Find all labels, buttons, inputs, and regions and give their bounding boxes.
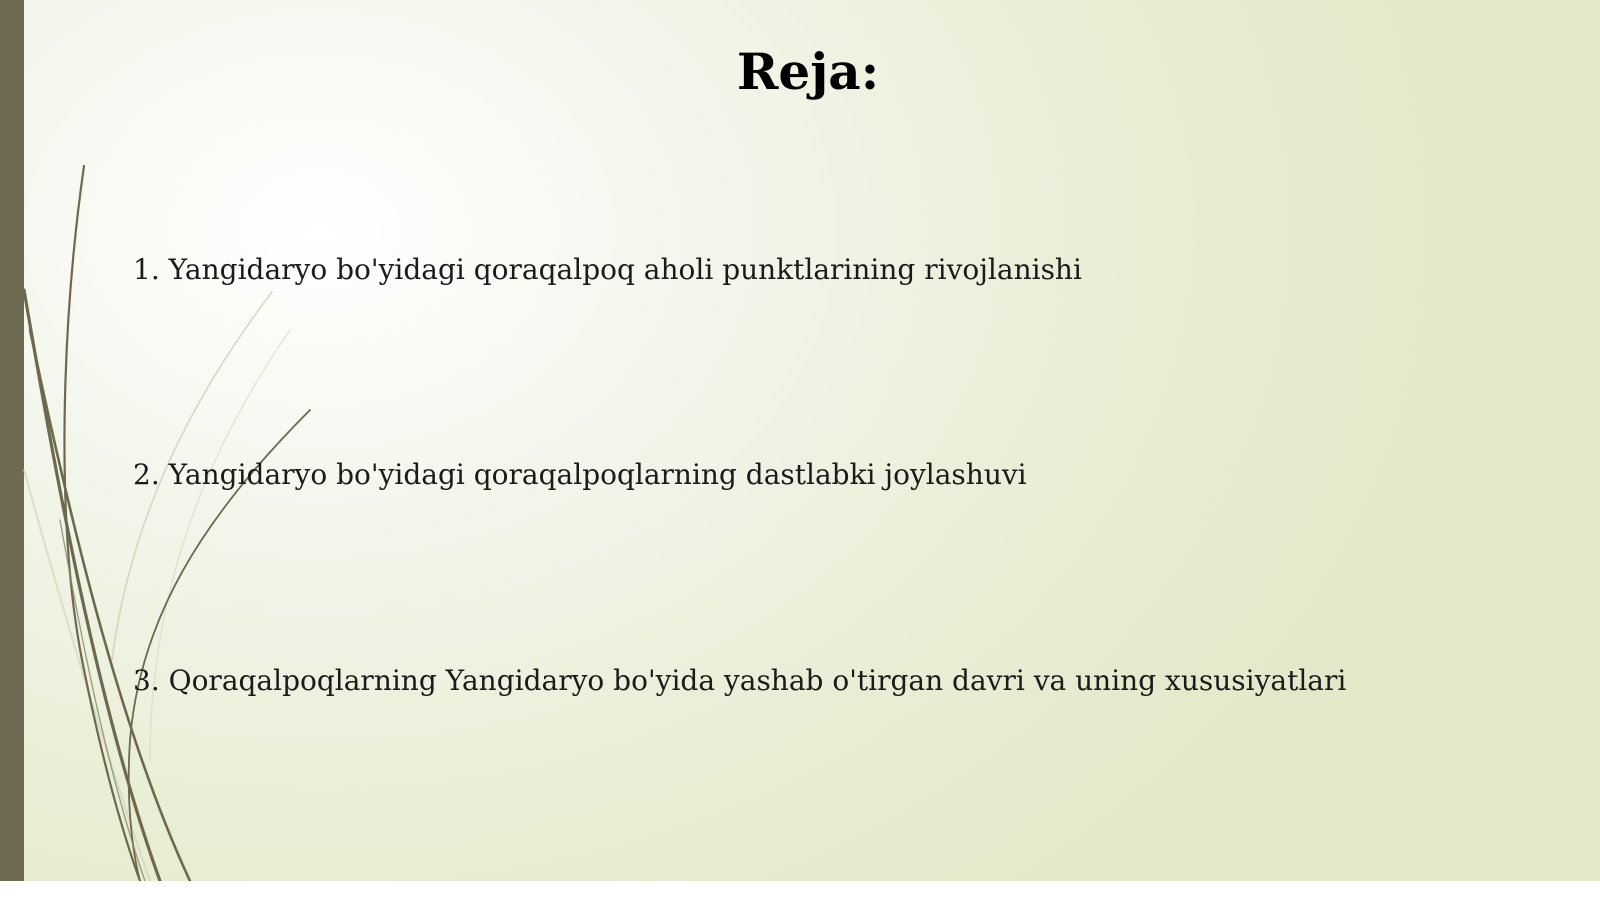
- slide-accent-bar: [0, 0, 24, 881]
- plan-item-2: 2. Yangidaryo bo'yidagi qoraqalpoqlarning dastlabki joylashuvi: [133, 458, 1027, 491]
- viewport-bottom-margin: [0, 881, 1600, 899]
- plan-item-1: 1. Yangidaryo bo'yidagi qoraqalpoq aholi punktlarining rivojlanishi: [133, 253, 1082, 286]
- plan-item-3: 3. Qoraqalpoqlarning Yangidaryo bo'yida yashab o'tirgan davri va uning xususiyatlari: [133, 664, 1347, 697]
- slide-title: Reja:: [736, 42, 880, 101]
